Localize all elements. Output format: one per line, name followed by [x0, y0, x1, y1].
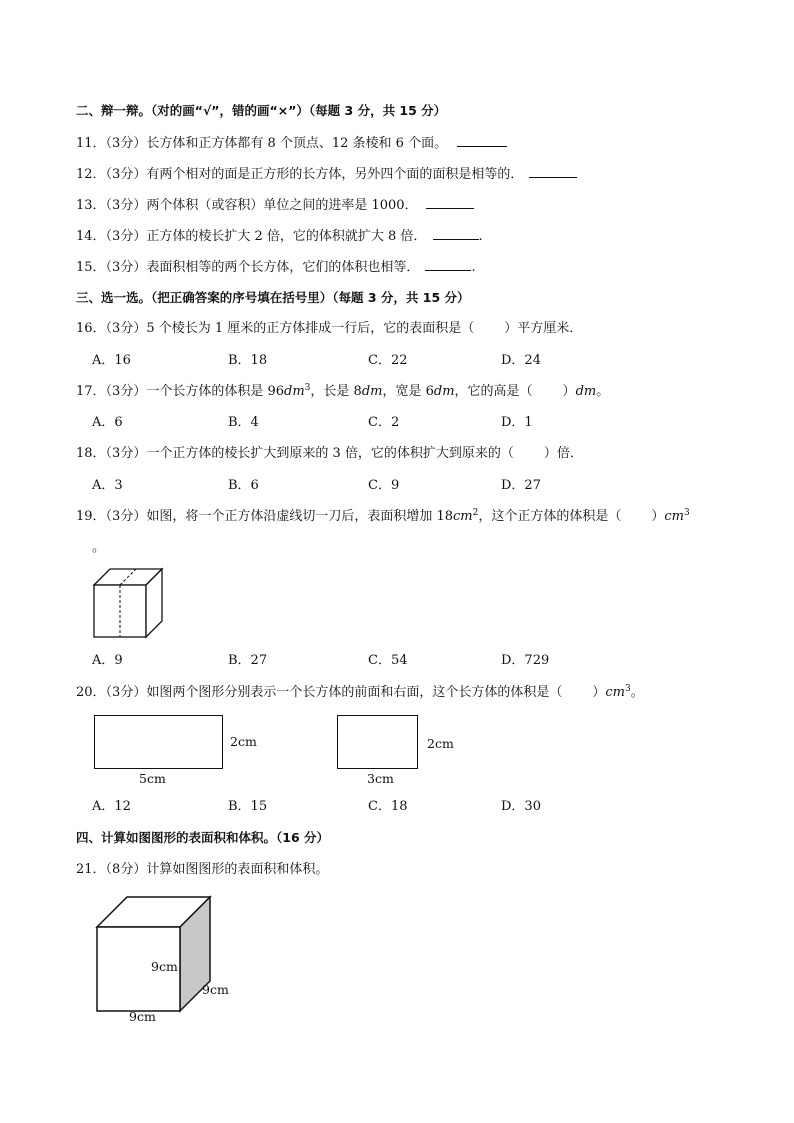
question-text: 有两个相对的面是正方形的长方体，另外四个面的面积是相等的．	[146, 167, 524, 182]
cube-height-label: 9cm	[151, 959, 178, 974]
option-c[interactable]: C．22	[368, 353, 408, 368]
question-20	[76, 685, 644, 701]
unit: cm	[453, 509, 473, 524]
unit-exponent: 3	[304, 383, 311, 393]
front-face-rectangle	[94, 715, 223, 769]
question-score: （3分）	[105, 685, 147, 700]
question-tail: .	[478, 229, 483, 244]
unit: cm	[664, 509, 684, 524]
question-12	[76, 165, 577, 183]
option-a[interactable]: A．12	[92, 799, 131, 814]
cube-depth-label: 9cm	[202, 982, 229, 997]
question-number: 16．	[76, 321, 106, 336]
option-b[interactable]: B．6	[228, 478, 259, 493]
option-d[interactable]: D．30	[501, 799, 541, 814]
option-d[interactable]: D．729	[501, 653, 550, 668]
question-score: （3分）	[105, 509, 147, 524]
question-number: 17．	[76, 384, 106, 399]
unit: dm	[575, 384, 597, 399]
question-text: 如图两个图形分别表示一个长方体的前面和右面，这个长方体的体积是（	[146, 685, 563, 700]
option-c[interactable]: C．54	[368, 653, 408, 668]
option-d[interactable]: D．1	[501, 415, 533, 430]
front-width-label: 5cm	[139, 771, 166, 786]
unit-exponent: 3	[684, 508, 690, 518]
option-b[interactable]: B．18	[228, 353, 268, 368]
option-d[interactable]: D．24	[501, 353, 541, 368]
unit: dm	[361, 384, 383, 399]
answer-blank[interactable]	[433, 227, 479, 240]
question-text: 两个体积（或容积）单位之间的进率是 1000．	[146, 198, 418, 213]
question-text: 一个正方体的棱长扩大到原来的 3 倍，它的体积扩大到原来的（	[146, 446, 514, 461]
section3-heading: 三、选一选。（把正确答案的序号填在括号里）（每题 3 分，共 15 分）	[76, 290, 470, 305]
front-height-label: 2cm	[230, 734, 257, 749]
question-text: 5 个棱长为 1 厘米的正方体排成一行后，它的表面积是（	[146, 321, 475, 336]
question-tail: .	[471, 260, 476, 275]
option-c[interactable]: C．9	[368, 478, 400, 493]
question-17	[76, 384, 609, 400]
unit: cm	[605, 685, 625, 700]
question-score: （3分）	[105, 198, 147, 213]
cube-figure	[94, 895, 214, 1017]
unit: dm	[284, 384, 305, 399]
question-number: 12．	[76, 167, 106, 182]
question-13	[76, 196, 474, 214]
question-score: （3分）	[105, 446, 147, 461]
question-text: ）	[562, 384, 576, 399]
question-text: 。	[596, 384, 610, 399]
question-text: ，宽是 6	[382, 384, 434, 399]
question-text: ）平方厘米．	[504, 321, 583, 336]
question-21	[76, 862, 328, 878]
question-text: ）倍．	[543, 446, 583, 461]
question-number: 21．	[76, 862, 106, 877]
option-d[interactable]: D．27	[501, 478, 541, 493]
right-width-label: 3cm	[367, 771, 394, 786]
q19-continuation: 。	[92, 540, 106, 555]
question-score: （8分）	[105, 862, 147, 877]
question-14	[76, 227, 483, 245]
question-16	[76, 321, 582, 337]
question-score: （3分）	[105, 167, 147, 182]
question-text: ，它的高是（	[454, 384, 533, 399]
answer-blank[interactable]	[426, 196, 474, 209]
question-number: 13．	[76, 198, 106, 213]
unit-exponent: 2	[472, 508, 479, 518]
unit: dm	[433, 384, 455, 399]
question-text: ）	[592, 685, 606, 700]
question-score: （3分）	[105, 229, 147, 244]
section2-heading: 二、辩一辩。（对的画“√”，错的画“×”）（每题 3 分，共 15 分）	[76, 103, 447, 118]
question-number: 20．	[76, 685, 106, 700]
question-score: （3分）	[105, 321, 147, 336]
question-text: 。	[630, 685, 644, 700]
cube-width-label: 9cm	[129, 1009, 156, 1024]
option-a[interactable]: A．6	[92, 415, 123, 430]
question-number: 11．	[76, 136, 106, 151]
question-text: ）	[651, 509, 665, 524]
cube-cut-figure	[92, 567, 166, 641]
option-a[interactable]: A．3	[92, 478, 123, 493]
option-c[interactable]: C．2	[368, 415, 400, 430]
right-face-rectangle	[337, 715, 418, 769]
unit-exponent: 3	[624, 684, 631, 694]
question-text: ，长是 8	[310, 384, 362, 399]
right-height-label: 2cm	[427, 736, 454, 751]
question-19	[76, 509, 690, 525]
question-text: 一个长方体的体积是 96	[146, 384, 285, 399]
question-text: 如图，将一个正方体沿虚线切一刀后，表面积增加 18	[146, 509, 454, 524]
question-text: ，这个正方体的体积是（	[478, 509, 622, 524]
option-a[interactable]: A．9	[92, 653, 123, 668]
question-text: 正方体的棱长扩大 2 倍，它的体积就扩大 8 倍．	[146, 229, 427, 244]
answer-blank[interactable]	[457, 134, 507, 147]
question-18	[76, 446, 583, 462]
option-a[interactable]: A．16	[92, 353, 131, 368]
question-15	[76, 258, 476, 276]
question-score: （3分）	[105, 260, 147, 275]
option-b[interactable]: B．15	[228, 799, 268, 814]
question-number: 14．	[76, 229, 106, 244]
question-text: 计算如图图形的表面积和体积。	[146, 862, 329, 877]
question-number: 15．	[76, 260, 106, 275]
question-text: 表面积相等的两个长方体，它们的体积也相等．	[146, 260, 420, 275]
question-text: 长方体和正方体都有 8 个顶点、12 条棱和 6 个面。	[146, 136, 448, 151]
option-b[interactable]: B．27	[228, 653, 268, 668]
question-score: （3分）	[105, 384, 147, 399]
question-11	[76, 134, 507, 152]
question-number: 18．	[76, 446, 106, 461]
answer-blank[interactable]	[425, 258, 471, 271]
option-c[interactable]: C．18	[368, 799, 408, 814]
answer-blank[interactable]	[529, 165, 577, 178]
question-number: 19．	[76, 509, 106, 524]
option-b[interactable]: B．4	[228, 415, 259, 430]
question-score: （3分）	[105, 136, 147, 151]
section4-heading: 四、计算如图图形的表面积和体积。（16 分）	[76, 830, 329, 845]
